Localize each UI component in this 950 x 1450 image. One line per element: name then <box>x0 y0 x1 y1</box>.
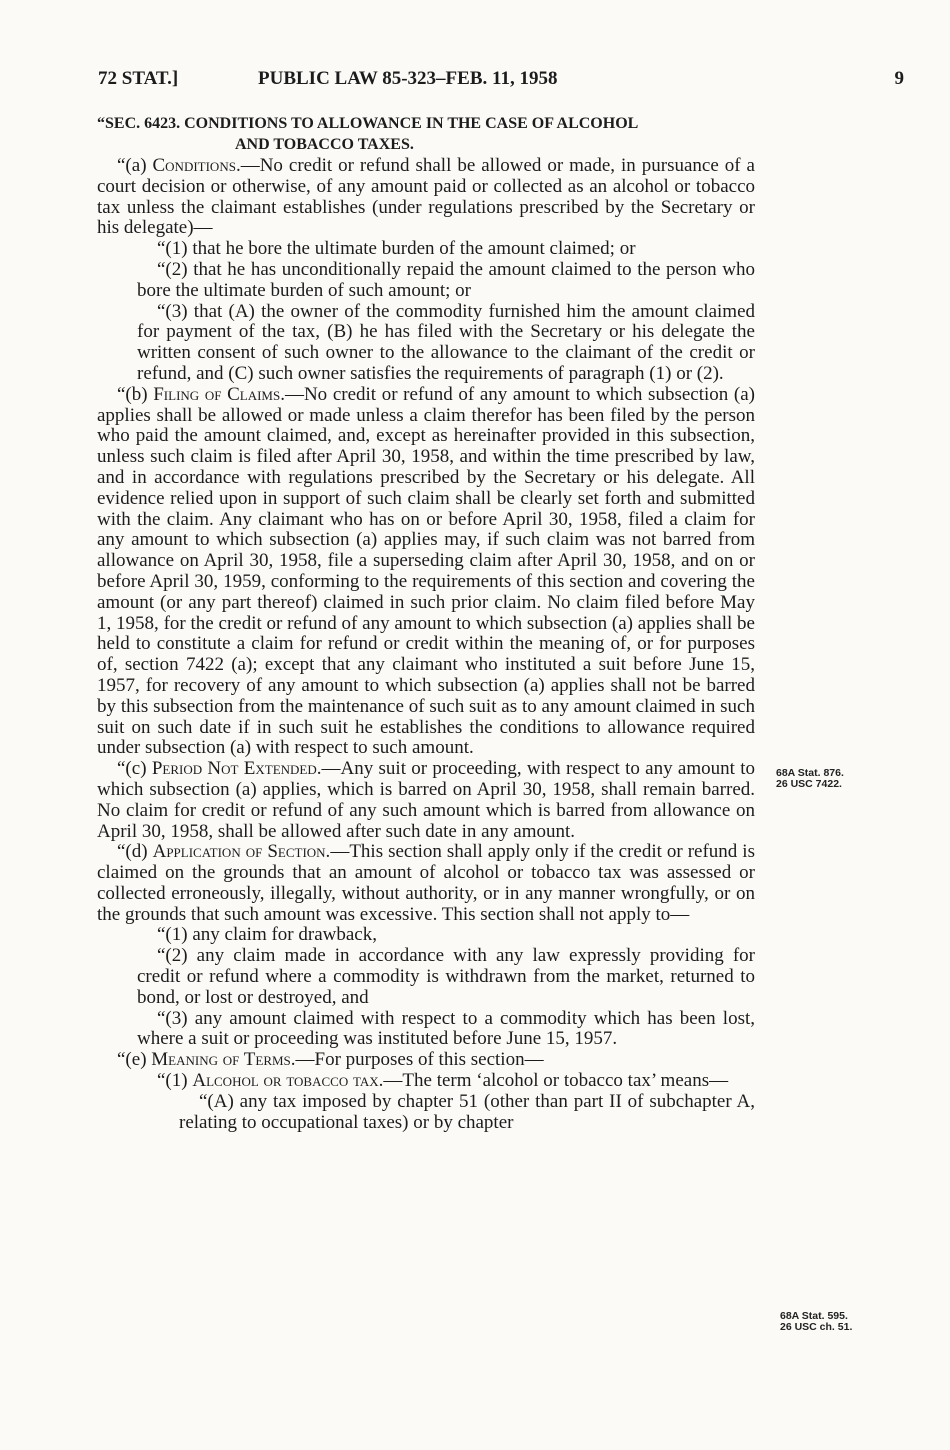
subsection-a-label: “(a) <box>117 155 153 176</box>
subsection-c-heading: Period Not Extended. <box>151 758 322 780</box>
subsection-b-text: —No credit or refund of any amount to which subsection (a) applies shall be allowed or made unless a claim therefor has been filed by the person who paid the amount claimed, and, except as hereinafter provided in this subsection, unless such claim is filed after April 30, 1958, and within the time prescribed by law, and in accordance with regulations prescribed by the Secretary or his delegate. All evidence relied upon in support of such claim shall be clearly set forth and submitted with the claim. Any claimant who has on or before April 30, 1958, filed a claim for any amount to which subsection (a) applies may, if such claim was not barred from allowance on April 30, 1958, file a superseding claim after April 30, 1958, and on or before April 30, 1959, conforming to the requirements of this section and covering the amount (or any part thereof) claimed in such prior claim. No claim filed before May 1, 1958, for the credit or refund of any amount to which subsection (a) applies shall be held to constitute a claim for refund or credit within the meaning of, or for purposes of, section 7422 (a); except that any claimant who instituted a suit before June 15, 1957, for recovery of any amount to which subsection (a) applies shall not be barred by this subsection from the maintenance of such suit as to any amount claimed in such suit on such date if in such suit he establishes the conditions to allowance required under subsection (a) with respect to such amount. <box>97 383 755 759</box>
paragraph-d2: “(2) any claim made in accordance with any law expressly providing for credit or refund where a commodity is withdrawn from the market, returned to bond, or lost or destroyed, and <box>137 945 755 1008</box>
subsection-b-heading: Filing of Claims. <box>153 383 285 405</box>
margin-citation-2-line1: 68A Stat. 595. <box>780 1310 848 1322</box>
subsection-d <box>97 842 755 925</box>
section-heading-line1: “SEC. 6423. CONDITIONS TO ALLOWANCE IN THE CASE OF ALCOHOL <box>97 115 639 132</box>
subsection-c-label: “(c) <box>117 758 152 780</box>
subparagraph-eA: “(A) any tax imposed by chapter 51 (other than part II of subchapter A, relating to occupational taxes) or by chapter <box>179 1090 755 1133</box>
subsection-e <box>97 1050 755 1071</box>
subsection-b-label: “(b) <box>117 383 154 405</box>
paragraph-a1: “(1) that he bore the ultimate burden of the amount claimed; or <box>157 238 636 260</box>
subsection-e-label: “(e) <box>117 1049 152 1071</box>
subsection-a-heading: Conditions. <box>152 155 241 176</box>
subsection-c-text: —Any suit or proceeding, with respect to any amount to which subsection (a) applies, which is barred on April 30, 1958, shall remain barred. No claim for credit or refund of any such amount which is barred from allowance on April 30, 1958, shall be allowed after such date in any amount. <box>97 758 755 842</box>
subsection-a-text: —No credit or refund shall be allowed or made, in pursuance of a court decision or otherwise, of any amount paid or collected as an alcohol or tobacco tax unless the claimant establishes (under regulations prescribed by the Secretary or his delegate)— <box>97 155 755 239</box>
paragraph-e1 <box>97 1071 755 1092</box>
margin-citation-1-line1: 68A Stat. 876. <box>776 767 844 779</box>
subsection-d-text: —This section shall apply only if the credit or refund is claimed on the grounds that an amount of alcohol or tobacco tax was assessed or collected erroneously, illegally, without authority, or in any manner wrongfully, or on the grounds that such amount was excessive. This section shall not apply to— <box>97 841 755 925</box>
page-number: 9 <box>894 68 904 89</box>
paragraph-a3: “(3) that (A) the owner of the commodity furnished him the amount claimed for payment of the tax, (B) he has filed with the Secretary or his delegate the written consent of such owner to the allowance to the claimant of the credit or refund, and (C) such owner satisfies the requirements of paragraph (1) or (2). <box>137 300 755 384</box>
header-title: PUBLIC LAW 85-323–FEB. 11, 1958 <box>258 68 558 89</box>
body-text <box>97 114 755 1133</box>
margin-citation-2-line2: 26 USC ch. 51. <box>780 1321 853 1333</box>
subsection-d-label: “(d) <box>117 841 153 863</box>
subsection-e-heading: Meaning of Terms. <box>151 1049 296 1071</box>
paragraph-d3: “(3) any amount claimed with respect to a commodity which has been lost, where a suit or proceeding was instituted before June 15, 1957. <box>137 1007 755 1050</box>
margin-citation-1 <box>776 768 844 790</box>
subsection-a <box>97 156 755 239</box>
subsection-c <box>97 759 755 842</box>
paragraph-e1-heading: Alcohol or tobacco tax. <box>192 1070 384 1092</box>
header-statute-ref: 72 STAT.] <box>98 68 179 89</box>
paragraph-e1-label: “(1) <box>157 1070 193 1092</box>
subsection-b <box>97 385 755 759</box>
page-header <box>98 68 904 94</box>
paragraph-a2: “(2) that he has unconditionally repaid the amount claimed to the person who bore the ultimate burden of such amount; or <box>137 258 755 301</box>
margin-citation-1-line2: 26 USC 7422. <box>776 778 842 790</box>
subsection-e-text: —For purposes of this section— <box>295 1049 544 1071</box>
subsection-d-heading: Application of Section. <box>152 841 331 863</box>
paragraph-e1-text: —The term ‘alcohol or tobacco tax’ means— <box>383 1070 729 1092</box>
margin-citation-2 <box>780 1311 852 1333</box>
section-heading-line2: AND TOBACCO TAXES. <box>235 135 414 153</box>
paragraph-d1: “(1) any claim for drawback, <box>157 924 377 946</box>
section-heading <box>97 114 755 155</box>
